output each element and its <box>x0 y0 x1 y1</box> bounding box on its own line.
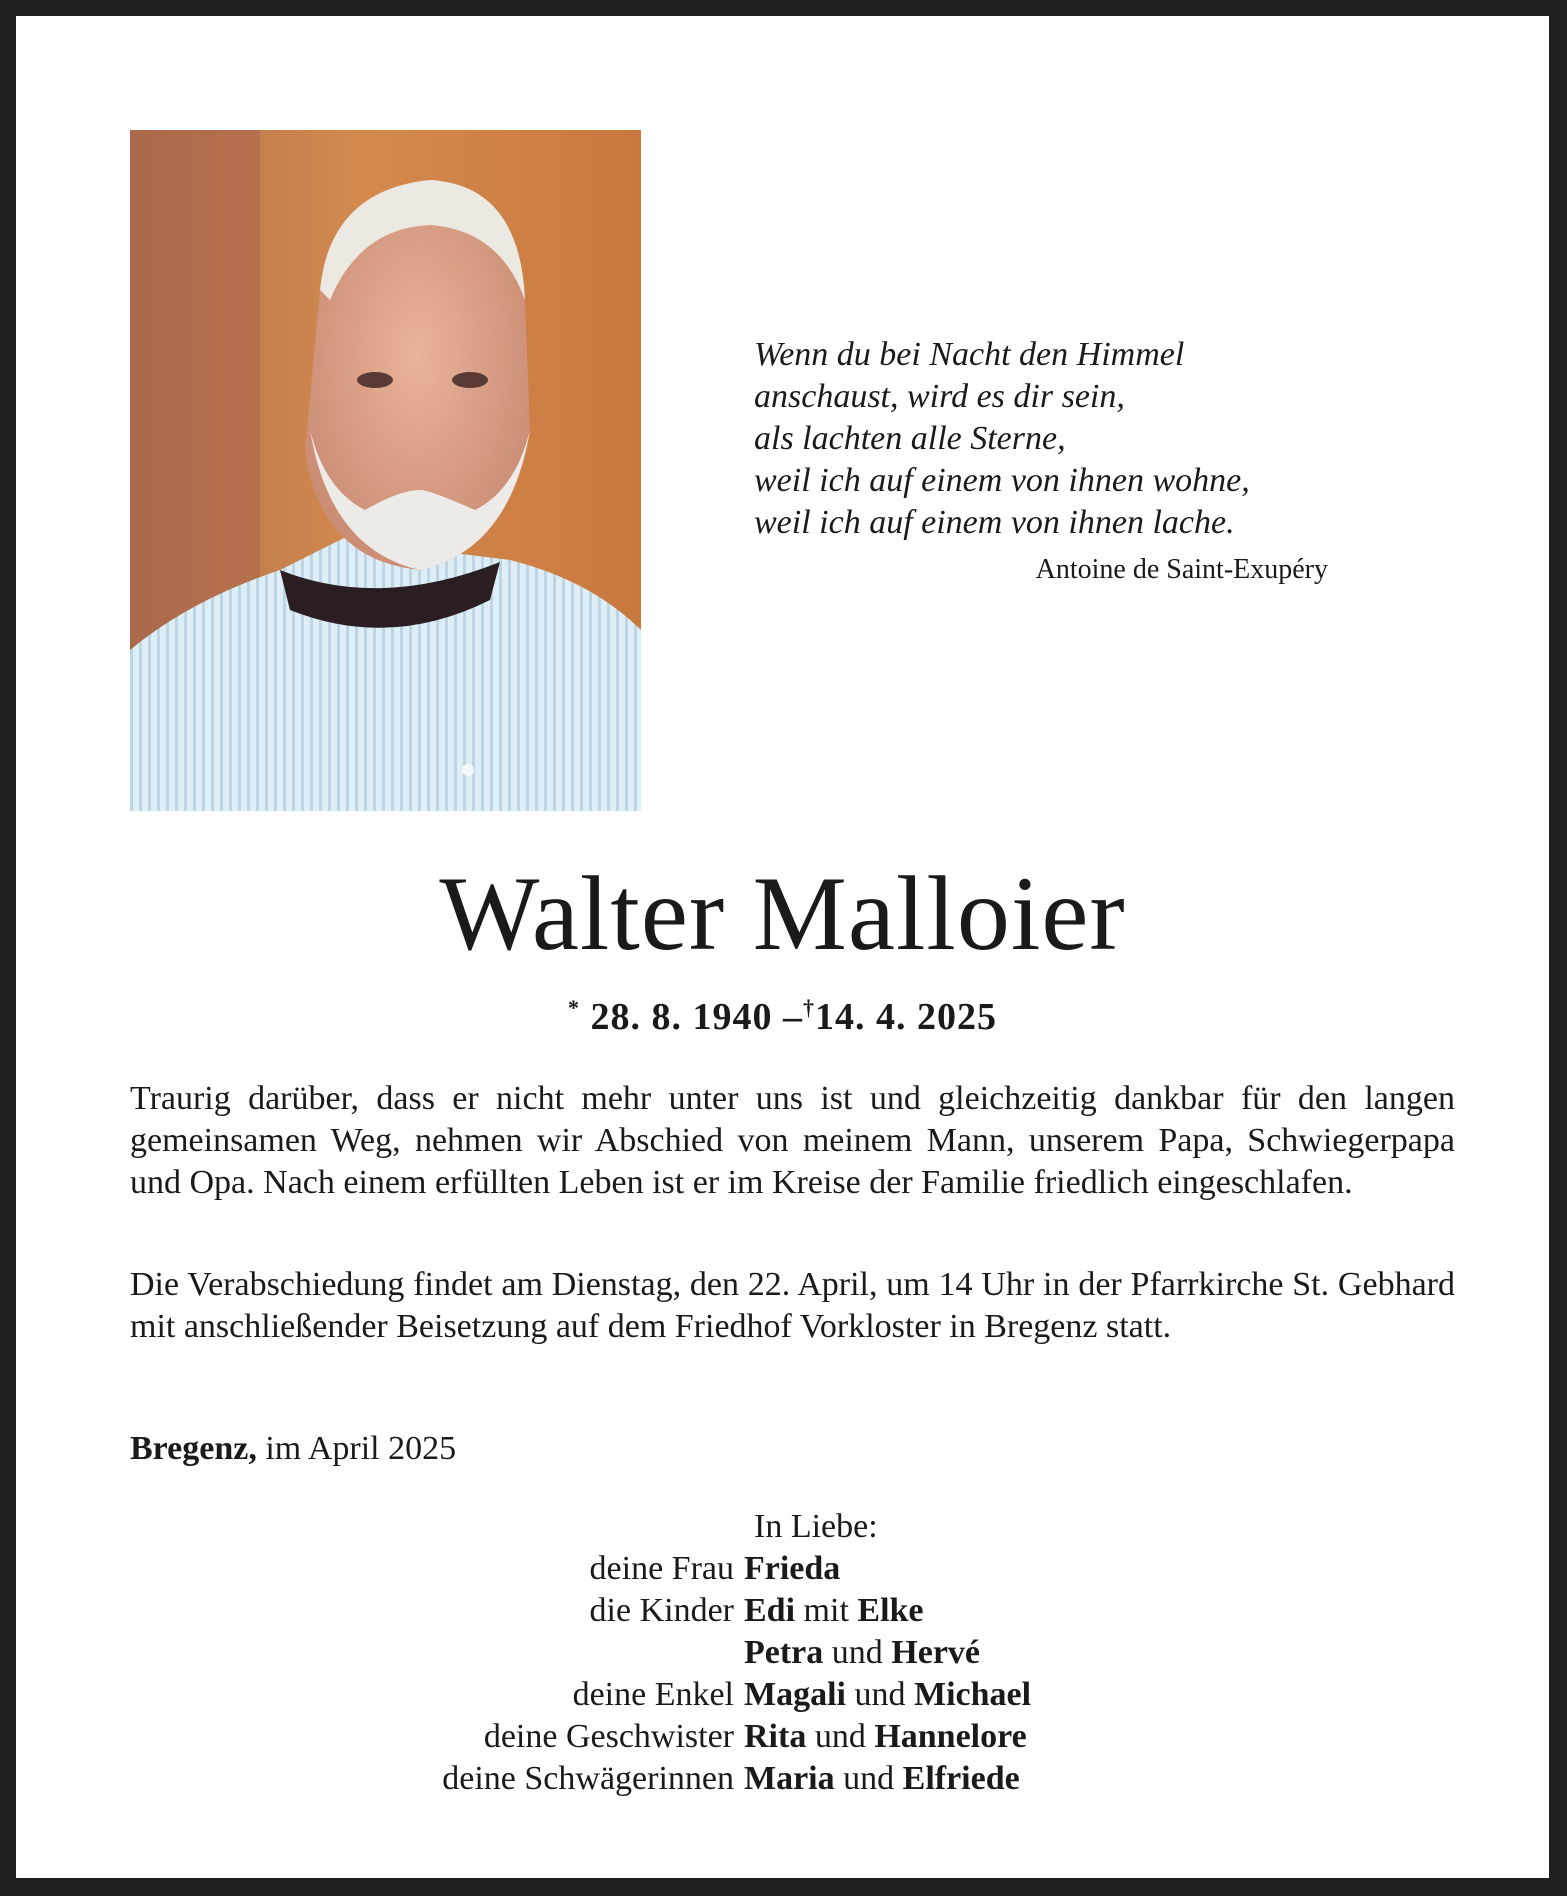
survivor-name: Rita <box>744 1718 807 1755</box>
place-city: Bregenz, <box>130 1430 257 1467</box>
survivor-relation: die Kinder <box>589 1592 734 1629</box>
survivor-relation: deine Frau <box>589 1550 734 1587</box>
survivor-names <box>744 1632 980 1674</box>
funeral-details-paragraph: Die Verabschiedung findet am Dienstag, den 22. April, um 14 Uhr in der Pfarrkirche St. Gebhard mit anschließender Beisetzung auf dem Friedhof Vorkloster in Bregenz statt. <box>130 1266 1455 1345</box>
quote-line: weil ich auf einem von ihnen lache. <box>754 504 1235 541</box>
quote-author: Antoine de Saint-Exupéry <box>1035 554 1328 585</box>
life-dates <box>16 984 1549 1041</box>
death-symbol: † <box>803 995 815 1020</box>
place-month: im April 2025 <box>265 1430 457 1467</box>
survivor-name: Hervé <box>891 1634 980 1671</box>
survivor-row <box>130 1758 1455 1800</box>
portrait-photo <box>130 130 641 811</box>
birth-date: 28. 8. 1940 <box>590 996 773 1038</box>
survivor-name: Hannelore <box>874 1718 1027 1755</box>
survivor-joiner: und <box>831 1634 883 1671</box>
quote-line: Wenn du bei Nacht den Himmel <box>754 336 1185 373</box>
survivor-relation: deine Enkel <box>572 1676 734 1713</box>
survivor-name: Michael <box>913 1676 1032 1713</box>
survivor-names <box>744 1548 840 1590</box>
survivor-names <box>744 1716 1027 1758</box>
announcement-paragraph: Traurig darüber, dass er nicht mehr unter uns ist und gleichzeitig dankbar für den langen gemeinsamen Weg, nehmen wir Abschied von meinem Mann, unserem Papa, Schwiegerpapa und Opa. Nach einem erfüllten Leben ist er im Kreise der Familie friedlich eingeschlafen. <box>130 1080 1455 1201</box>
quote-line: als lachten alle Sterne, <box>754 420 1066 457</box>
survivor-row <box>130 1674 1455 1716</box>
survivor-relation: deine Schwägerinnen <box>442 1760 734 1797</box>
survivor-names <box>744 1758 1020 1800</box>
survivor-name: Elke <box>857 1592 924 1629</box>
survivor-name: Petra <box>744 1634 824 1671</box>
in-love-heading: In Liebe: <box>754 1508 878 1545</box>
survivor-relation: deine Geschwister <box>483 1718 734 1755</box>
deceased-name: Walter Malloier <box>439 855 1126 972</box>
survivor-row <box>130 1632 1455 1674</box>
survivor-joiner: und <box>843 1760 895 1797</box>
quote-line: weil ich auf einem von ihnen wohne, <box>754 462 1250 499</box>
survivor-name: Elfriede <box>902 1760 1020 1797</box>
obituary-card <box>16 16 1549 1878</box>
death-date: 14. 4. 2025 <box>815 996 997 1038</box>
survivor-joiner: und <box>854 1676 906 1713</box>
place-date <box>130 1428 456 1470</box>
quote-line: anschaust, wird es dir sein, <box>754 378 1125 415</box>
survivor-name: Maria <box>744 1760 835 1797</box>
survivor-relation <box>130 1632 744 1674</box>
survivor-name: Magali <box>744 1676 846 1713</box>
survivors-list <box>130 1548 1455 1800</box>
survivor-row <box>130 1548 1455 1590</box>
survivor-name: Frieda <box>744 1550 841 1587</box>
survivor-names <box>744 1674 1031 1716</box>
survivor-row <box>130 1590 1455 1632</box>
quote <box>754 334 1374 544</box>
date-separator: – <box>783 996 803 1038</box>
survivor-joiner: mit <box>803 1592 849 1629</box>
birth-symbol: * <box>568 995 580 1020</box>
survivor-joiner: und <box>814 1718 866 1755</box>
survivor-row <box>130 1716 1455 1758</box>
survivor-names <box>744 1590 924 1632</box>
survivor-name: Edi <box>744 1592 796 1629</box>
